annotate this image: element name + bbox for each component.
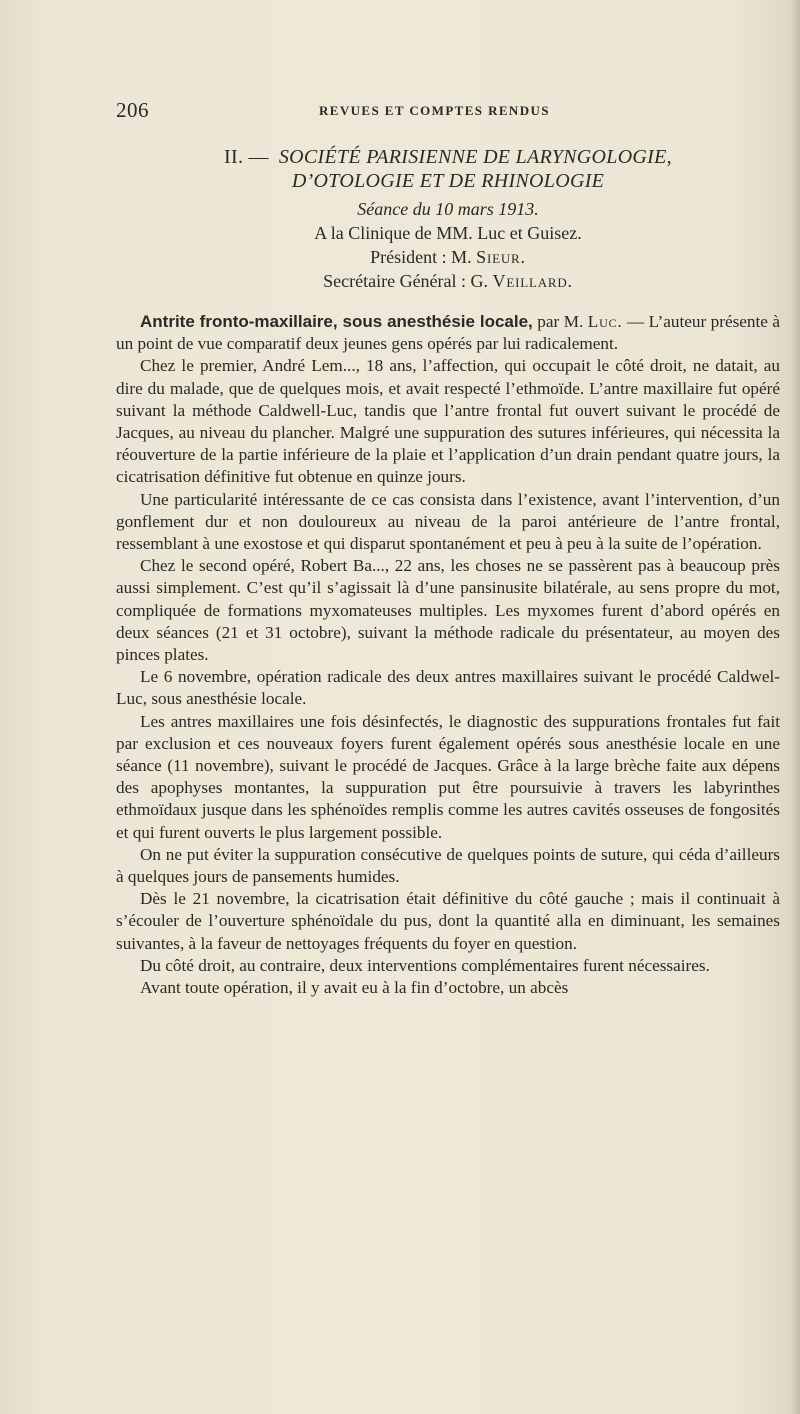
president-line [116, 245, 780, 269]
article-title: Antrite fronto-maxillaire, sous anesthésie locale, [140, 312, 533, 331]
author-intro: par M. [537, 312, 584, 331]
paragraph-7: Dès le 21 novembre, la cicatrisation était définitive du côté gauche ; mais il continuait à s’écouler de l’ouverture sphénoïdale du pus, dont la quantité alla en diminuant, les semaines suivantes, à la faveur de nettoyages fréquents du foyer en question. [116, 889, 780, 953]
article-body [116, 311, 780, 999]
paragraph-3: Chez le second opéré, Robert Ba..., 22 ans, les choses ne se passèrent pas à beaucoup près aussi simplement. C’est qu’il s’agissait là d’une pansinusite bilatérale, au sens propre du mot, compliquée de formations myxomateuses multiples. Les myxomes furent d’abord opérés en deux séances (21 et 31 octobre), suivant la méthode radicale du présentateur, au moyen des pinces plates. [116, 556, 780, 665]
paragraph-9: Avant toute opération, il y avait eu à la fin d’octobre, un abcès [140, 978, 569, 998]
paragraph-2: Une particularité intéressante de ce cas consista dans l’existence, avant l’intervention, d’un gonflement dur et non douloureux au niveau de la paroi antérieure de l’antre frontal, ressemblant à une exostose et qui disparut spontanément et peu à peu à la suite de l’opération. [116, 489, 780, 554]
author-name: Luc. [587, 312, 623, 331]
secretary-label: Secrétaire Général : G. [323, 271, 489, 291]
society-name-line-1 [116, 145, 780, 169]
president-label: Président : M. [370, 247, 472, 267]
president-name: Sieur. [476, 247, 526, 267]
section-number: II. — [224, 146, 269, 168]
paragraph-4: Le 6 novembre, opération radicale des deux antres maxillaires suivant le procédé Caldwel-Luc, sous anesthésie locale. [116, 667, 780, 709]
article-lead-paragraph [116, 311, 780, 355]
paragraph-6: On ne put éviter la suppuration consécutive de quelques points de suture, qui céda d’ailleurs à quelques jours de pansements humides. [116, 844, 780, 887]
page-number: 206 [116, 98, 149, 122]
society-name-part-1: SOCIÉTÉ PARISIENNE DE LARYNGOLOGIE, [278, 146, 672, 168]
session-date: Séance du 10 mars 1913. [357, 199, 539, 219]
society-heading [116, 145, 780, 293]
society-name-line-2: D’OTOLOGIE ET DE RHINOLOGIE [291, 170, 605, 192]
paragraph-5: Les antres maxillaires une fois désinfectés, le diagnostic des suppurations frontales fut fait par exclusion et ces nouveaux foyers furent également opérés sous anesthésie locale en une séance (11 novembre), suivant le procédé de Jacques. Grâce à la large brèche faite aux dépens des apophyses montantes, la suppuration put être poursuivie à travers les labyrinthes ethmoïdaux jusque dans les sphénoïdes remplis comme les autres cavités osseuses de fongosités et qui furent ouverts le plus largement possible. [116, 711, 780, 842]
secretary-name: Veillard. [492, 271, 573, 291]
page-edge-shadow [790, 0, 800, 1414]
paragraph-8: Du côté droit, au contraire, deux interventions complémentaires furent nécessaires. [140, 955, 710, 975]
running-head [116, 98, 780, 128]
journal-title: REVUES ET COMPTES RENDUS [319, 103, 550, 118]
session-location: A la Clinique de MM. Luc et Guisez. [314, 223, 582, 243]
paragraph-1: Chez le premier, André Lem..., 18 ans, l’affection, qui occupait le côté droit, ne datait, au dire du malade, que de quelques mois, et avait respecté l’ethmoïde. L’antre maxillaire fut opéré suivant la méthode Caldwell-Luc, tandis que l’antre frontal fut ouvert suivant le procédé de Jacques, au niveau du plancher. Malgré une suppuration des sutures inférieures, qui nécessita la réouverture de la partie inférieure de la plaie et l’application d’un drain pendant quatre jours, la cicatrisation définitive fut obtenue en quinze jours. [116, 356, 780, 487]
article-lead-text: — L’auteur présente à un point de vue comparatif deux jeunes gens opérés par lui radicalement. [116, 312, 781, 354]
secretary-line [116, 269, 780, 293]
